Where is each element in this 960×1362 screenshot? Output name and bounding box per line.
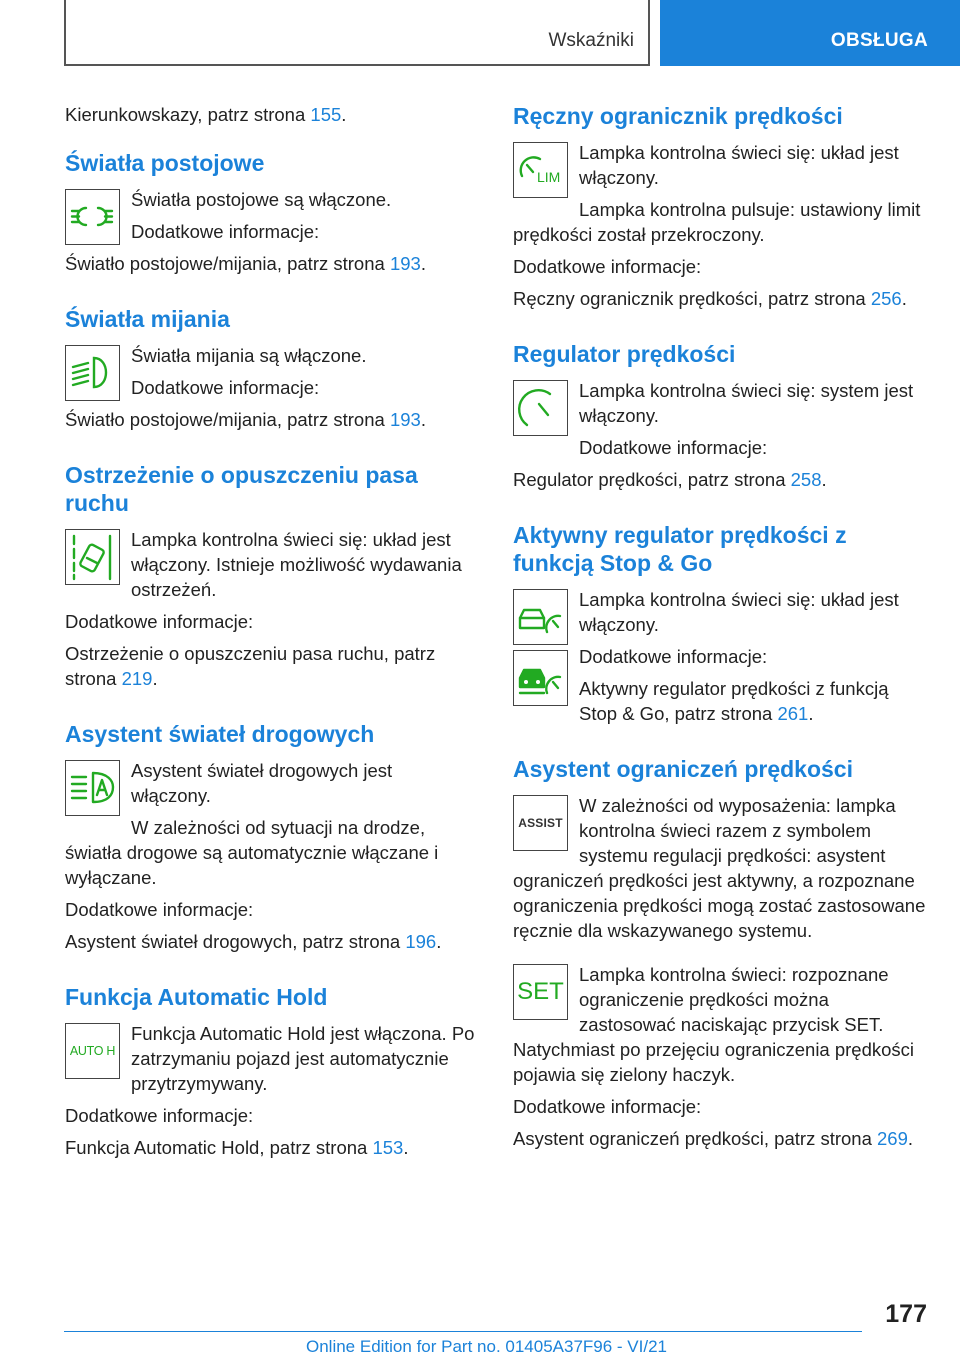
- section-speed-limit-assist: [513, 793, 928, 1158]
- heading-speed-limit-assist: Asystent ograniczeń prędkości: [513, 756, 853, 782]
- left-column: [65, 102, 475, 1167]
- more-info-label: Dodatkowe informacje:: [579, 437, 768, 458]
- low-beam-reference: Światło postojowe/mijania, patrz strona 193.: [65, 409, 426, 430]
- speed-limit-assist-text: W zależności od wyposażenia: lampka kontrolna świeci razem z symbolem systemu regulacji prędkości: asystent ograniczeń prędkości jest aktywny, a rozpoznane ograniczenia prędkości mogą zostać zastosowane ręcznie dla wskazywanego systemu.: [513, 795, 926, 941]
- heading-active-cruise-control: Aktywny regulator prędkości z funkcją Stop & Go: [513, 522, 847, 576]
- page-link[interactable]: 261: [777, 703, 809, 724]
- section-active-cruise-control: [513, 587, 928, 733]
- limiter-icon-label: LIM: [537, 169, 561, 185]
- page-link[interactable]: 219: [121, 668, 153, 689]
- speed-limit-assist-reference: Asystent ograniczeń prędkości, patrz strona 269.: [513, 1128, 914, 1149]
- acc-icons: [513, 589, 568, 706]
- more-info-label: Dodatkowe informacje:: [513, 256, 702, 277]
- speed-limiter-detail: Lampka kontrolna pulsuje: ustawiony limit prędkości został przekroczony.: [513, 199, 921, 245]
- speed-limiter-text: Lampka kontrolna świeci się: układ jest włączony.: [579, 142, 899, 188]
- acc-reference: Aktywny regulator prędkości z funkcją Stop & Go, patrz strona 261.: [579, 678, 889, 724]
- section-high-beam-assistant: [65, 758, 475, 961]
- page-link[interactable]: 196: [405, 931, 437, 952]
- turn-signal-intro: Kierunkowskazy, patrz strona 155.: [65, 104, 347, 125]
- heading-low-beam: Światła mijania: [65, 306, 230, 332]
- more-info-label: Dodatkowe informacje:: [131, 377, 320, 398]
- auto-hold-icon-label: AUTO H: [69, 1044, 116, 1058]
- more-info-label: Dodatkowe informacje:: [513, 1096, 702, 1117]
- speed-limiter-reference: Ręczny ogranicznik prędkości, patrz strona 256.: [513, 288, 907, 309]
- assist-icon-label: ASSIST: [518, 816, 563, 830]
- heading-lane-departure: Ostrzeżenie o opuszczeniu pasa ruchu: [65, 462, 418, 516]
- low-beam-text: Światła mijania są włączone.: [131, 345, 367, 366]
- header-section-title: Wskaźniki: [548, 30, 634, 51]
- page-link[interactable]: 193: [389, 409, 421, 430]
- automatic-hold-reference: Funkcja Automatic Hold, patrz strona 153.: [65, 1137, 409, 1158]
- heading-automatic-hold: Funkcja Automatic Hold: [65, 984, 328, 1010]
- more-info-label: Dodatkowe informacje:: [65, 899, 254, 920]
- header-chapter-title: OBSŁUGA: [830, 30, 928, 51]
- cruise-control-icon: [513, 380, 568, 436]
- assist-icon: [513, 795, 568, 851]
- page-link[interactable]: 256: [870, 288, 902, 309]
- section-cruise-control: [513, 378, 928, 499]
- heading-high-beam-assistant: Asystent świateł drogowych: [65, 721, 375, 747]
- low-beam-icon: [65, 345, 120, 401]
- high-beam-assistant-icon: [65, 760, 120, 816]
- page-link[interactable]: 269: [877, 1128, 908, 1149]
- auto-hold-icon: [65, 1023, 120, 1079]
- set-icon: [513, 964, 568, 1020]
- acc-filled-icon: [513, 650, 568, 706]
- speed-limiter-icon: [513, 142, 568, 198]
- lane-departure-text: Lampka kontrolna świeci się: układ jest włączony. Istnieje możliwość wydawania ostrzeżeń.: [131, 529, 462, 600]
- acc-outline-icon: [513, 589, 568, 645]
- header-section-tab: [64, 0, 650, 66]
- lane-departure-reference: Ostrzeżenie o opuszczeniu pasa ruchu, patrz strona 219.: [65, 643, 436, 689]
- section-automatic-hold: [65, 1021, 475, 1167]
- automatic-hold-text: Funkcja Automatic Hold jest włączona. Po zatrzymaniu pojazd jest automatycznie przytrzymywany.: [131, 1023, 475, 1094]
- set-icon-label: SET: [517, 978, 564, 1005]
- lane-departure-icon: [65, 529, 120, 585]
- heading-parking-lights: Światła postojowe: [65, 150, 265, 176]
- header-chapter-tab: [660, 0, 960, 66]
- more-info-label: Dodatkowe informacje:: [131, 221, 320, 242]
- speed-limit-set-text: Lampka kontrolna świeci: rozpoznane ograniczenie prędkości można zastosować naciskając przycisk SET. Natychmiast po przejęciu ograniczenia prędkości pojawia się zielony haczyk.: [513, 964, 915, 1085]
- high-beam-assistant-detail: W zależności od sytuacji na drodze, światła drogowe są automatycznie włączane i wyłączane.: [65, 817, 439, 888]
- heading-cruise-control: Regulator prędkości: [513, 341, 736, 367]
- parking-lights-text: Światła postojowe są włączone.: [131, 189, 392, 210]
- section-lane-departure: [65, 527, 475, 698]
- acc-text: Lampka kontrolna świeci się: układ jest włączony.: [579, 589, 899, 635]
- page-link[interactable]: 193: [389, 253, 421, 274]
- page-link[interactable]: 153: [372, 1137, 404, 1158]
- cruise-control-reference: Regulator prędkości, patrz strona 258.: [513, 469, 827, 490]
- page-number: 177: [885, 1300, 927, 1328]
- section-speed-limiter: [513, 140, 928, 318]
- page-link[interactable]: 258: [790, 469, 822, 490]
- page-link[interactable]: 155: [310, 104, 342, 125]
- cruise-control-text: Lampka kontrolna świeci się: system jest włączony.: [579, 380, 914, 426]
- heading-speed-limiter: Ręczny ogranicznik prędkości: [513, 103, 843, 129]
- parking-lights-reference: Światło postojowe/mijania, patrz strona 193.: [65, 253, 426, 274]
- footer-divider: [64, 1331, 862, 1332]
- footer-edition: Online Edition for Part no. 01405A37F96 - VI/21: [306, 1337, 668, 1356]
- section-low-beam: [65, 343, 475, 439]
- high-beam-assistant-text: Asystent świateł drogowych jest włączony.: [131, 760, 393, 806]
- more-info-label: Dodatkowe informacje:: [579, 646, 768, 667]
- section-parking-lights: [65, 187, 475, 283]
- more-info-label: Dodatkowe informacje:: [65, 1105, 254, 1126]
- high-beam-assistant-reference: Asystent świateł drogowych, patrz strona 196.: [65, 931, 442, 952]
- right-column: [513, 102, 928, 1158]
- parking-lights-icon: [65, 189, 120, 245]
- more-info-label: Dodatkowe informacje:: [65, 611, 254, 632]
